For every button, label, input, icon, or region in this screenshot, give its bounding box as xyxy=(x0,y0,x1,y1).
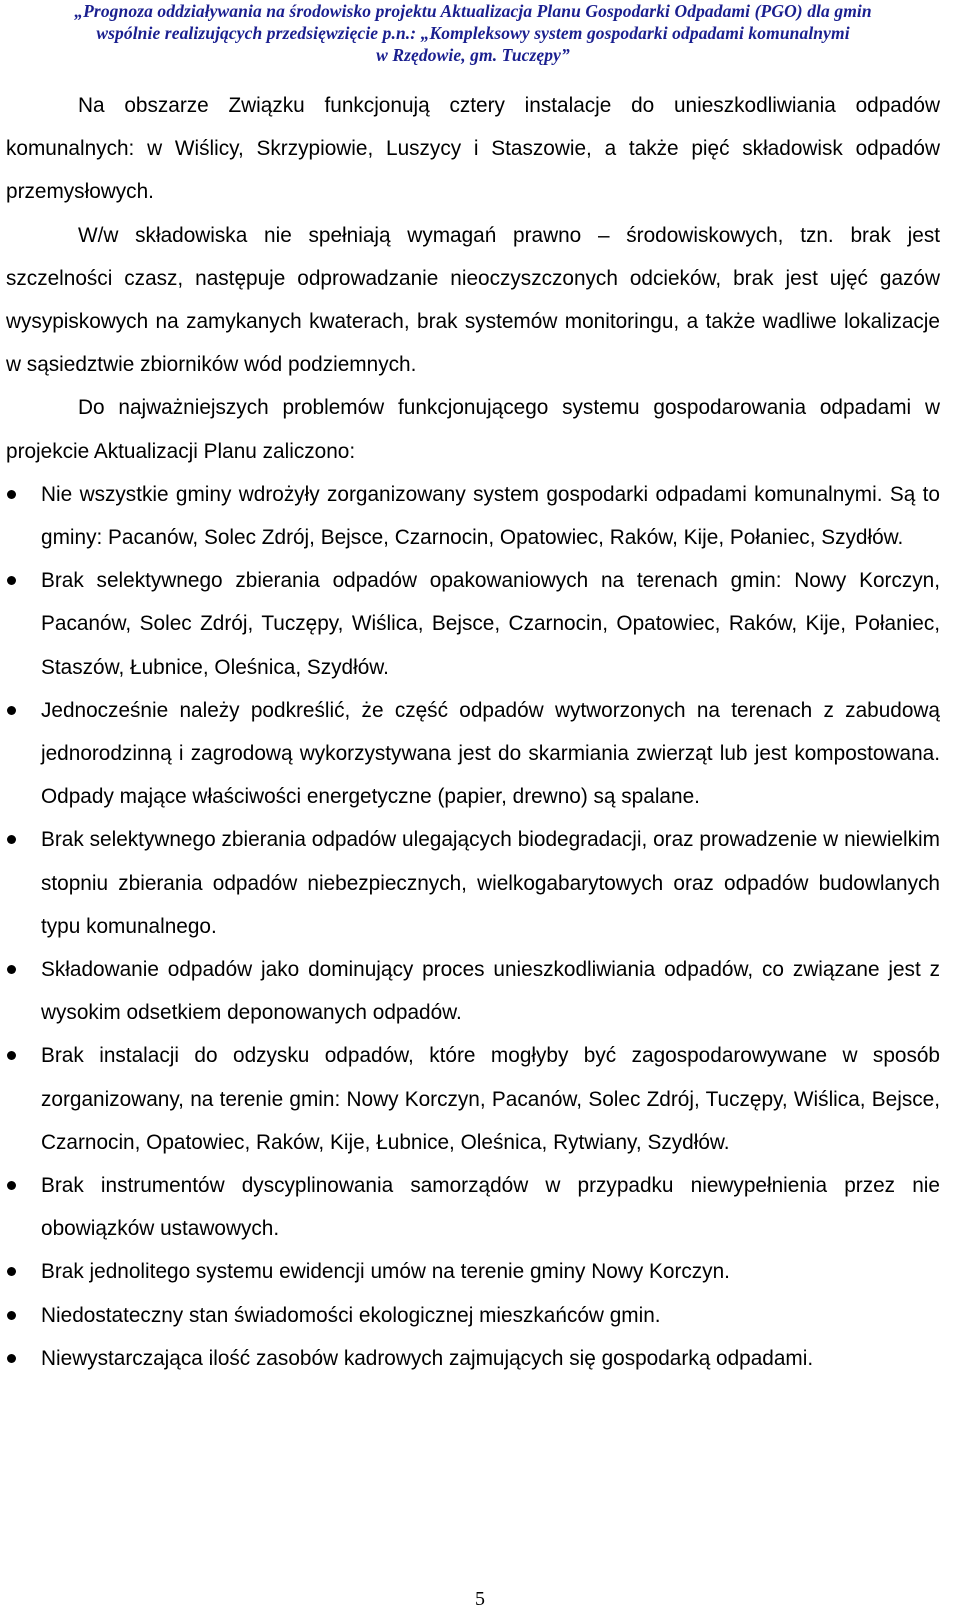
header-line-3: w Rzędowie, gm. Tuczępy” xyxy=(376,45,570,65)
bullet-icon xyxy=(7,576,16,585)
problems-list xyxy=(6,473,940,1380)
header-line-1: „Prognoza oddziaływania na środowisko projektu Aktualizacja Planu Gospodarki Odpadami (PGO) dla gmin xyxy=(74,1,872,21)
bullet-icon xyxy=(7,1051,16,1060)
bullet-icon xyxy=(7,1267,16,1276)
bullet-icon xyxy=(7,706,16,715)
bullet-icon xyxy=(7,1311,16,1320)
list-item-text: Brak selektywnego zbierania odpadów opakowaniowych na terenach gmin: Nowy Korczyn, Pacanów, Solec Zdrój, Tuczępy, Wiślica, Bejsce, Czarnocin, Opatowiec, Raków, Kije, Połaniec, Staszów, Łubnice, Oleśnica, Szydłów. xyxy=(41,569,940,679)
list-item-text: Składowanie odpadów jako dominujący proces unieszkodliwiania odpadów, co związane jest z wysokim odsetkiem deponowanych odpadów. xyxy=(41,958,940,1025)
list-item-text: Brak jednolitego systemu ewidencji umów na terenie gminy Nowy Korczyn. xyxy=(41,1260,730,1284)
list-item-text: Brak instrumentów dyscyplinowania samorządów w przypadku niewypełnienia przez nie obowiązków ustawowych. xyxy=(41,1174,940,1241)
list-item xyxy=(6,948,940,1034)
paragraph-installations: Na obszarze Związku funkcjonują cztery instalacje do unieszkodliwiania odpadów komunalnych: w Wiślicy, Skrzypiowie, Luszycy i Staszowie, a także pięć składowisk odpadów przemysłowych. xyxy=(6,94,940,204)
list-item xyxy=(6,1164,940,1250)
list-item xyxy=(6,818,940,948)
list-item xyxy=(6,1294,940,1337)
list-item xyxy=(6,1337,940,1380)
paragraph-problems-intro: Do najważniejszych problemów funkcjonującego systemu gospodarowania odpadami w projekcie Aktualizacji Planu zaliczono: xyxy=(6,396,940,463)
list-item-text: Brak instalacji do odzysku odpadów, które mogłyby być zagospodarowywane w sposób zorganizowany, na terenie gmin: Nowy Korczyn, Pacanów, Solec Zdrój, Tuczępy, Wiślica, Bejsce, Czarnocin, Opatowiec, Raków, Kije, Łubnice, Oleśnica, Rytwiany, Szydłów. xyxy=(41,1044,940,1154)
list-item-text: Nie wszystkie gminy wdrożyły zorganizowany system gospodarki odpadami komunalnymi. Są to gminy: Pacanów, Solec Zdrój, Bejsce, Czarnocin, Opatowiec, Raków, Kije, Połaniec, Szydłów. xyxy=(41,482,940,550)
bullet-icon xyxy=(7,965,16,974)
running-header xyxy=(6,0,940,66)
list-item xyxy=(6,559,940,689)
page-number: 5 xyxy=(475,1588,485,1610)
list-item-text: Niedostateczny stan świadomości ekologicznej mieszkańców gmin. xyxy=(41,1303,661,1327)
bullet-icon xyxy=(7,1181,16,1190)
list-item xyxy=(6,1250,940,1293)
list-item-text: Jednocześnie należy podkreślić, że część odpadów wytworzonych na terenach z zabudową jednorodzinną i zagrodową wykorzystywana jest do skarmiania zwierząt lub jest kompostowana. Odpady mające właściwości energetyczne (papier, drewno) są spalane. xyxy=(41,698,940,809)
bullet-icon xyxy=(7,490,16,499)
paragraph-landfills: W/w składowiska nie spełniają wymagań prawno – środowiskowych, tzn. brak jest szczelności czasz, następuje odprowadzanie nieoczyszczonych odcieków, brak jest ujęć gazów wysypiskowych na zamykanych kwaterach, brak systemów monitoringu, a także wadliwe lokalizacje w sąsiedztwie zbiorników wód podziemnych. xyxy=(6,223,940,377)
list-item xyxy=(6,1034,940,1164)
document-body xyxy=(6,84,940,1380)
list-item-text: Brak selektywnego zbierania odpadów ulegających biodegradacji, oraz prowadzenie w niewielkim stopniu zbierania odpadów niebezpiecznych, wielkogabarytowych oraz odpadów budowlanych typu komunalnego. xyxy=(41,828,940,938)
list-item-text: Niewystarczająca ilość zasobów kadrowych zajmujących się gospodarką odpadami. xyxy=(41,1346,814,1370)
bullet-icon xyxy=(7,835,16,844)
bullet-icon xyxy=(7,1354,16,1363)
list-item xyxy=(6,473,940,559)
list-item xyxy=(6,689,940,819)
header-line-2: wspólnie realizujących przedsięwzięcie p.n.: „Kompleksowy system gospodarki odpadami komunalnymi xyxy=(96,23,850,43)
